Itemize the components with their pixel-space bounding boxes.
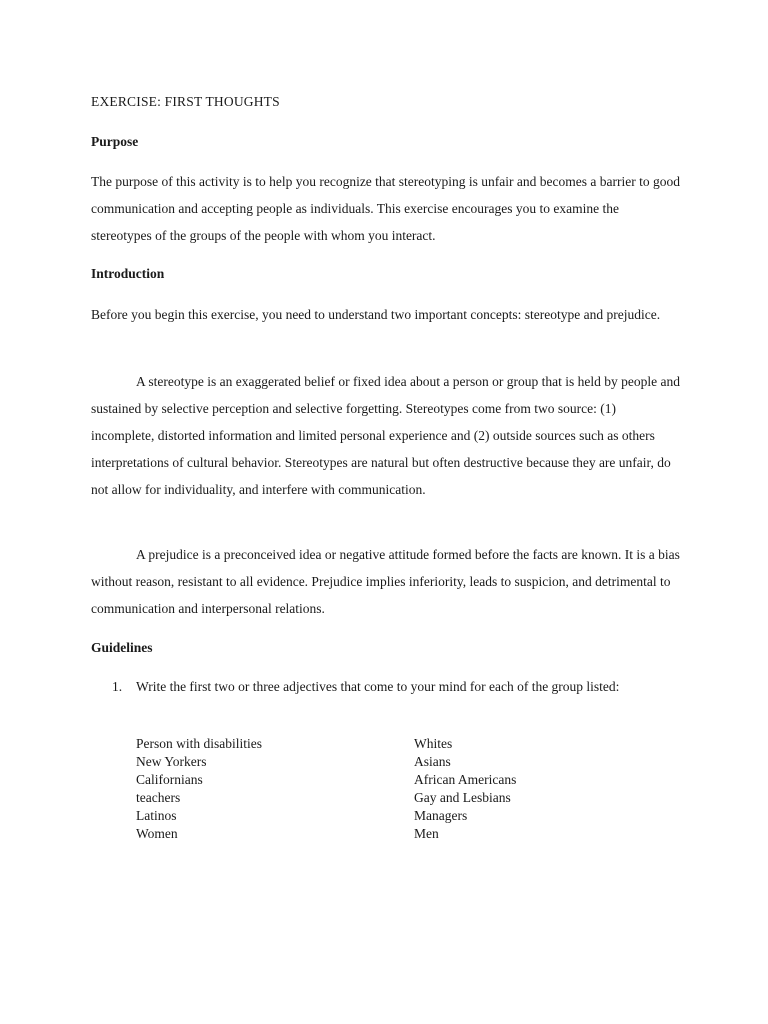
group-list-item: Person with disabilities — [136, 736, 262, 751]
purpose-heading: Purpose — [91, 134, 139, 149]
list-item-number: 1. — [112, 679, 123, 694]
group-list-right-column — [414, 735, 516, 843]
group-list-item: New Yorkers — [136, 754, 207, 769]
group-list-item: Asians — [414, 754, 451, 769]
group-list-item: teachers — [136, 790, 181, 805]
introduction-paragraph-1: Before you begin this exercise, you need to understand two important concepts: stereotype and prejudice. — [91, 307, 661, 322]
prejudice-definition-paragraph: A prejudice is a preconceived idea or negative attitude formed before the facts are known. It is a bias without reason, resistant to all evidence. Prejudice implies inferiority, leads to suspicion, and detrimental to communication and interpersonal relations. — [91, 547, 680, 616]
stereotype-definition-paragraph: A stereotype is an exaggerated belief or fixed idea about a person or group that is held by people and sustained by selective perception and selective forgetting. Stereotypes come from two source: (1) incomplete, distorted information and limited personal experience and (2) outside sources such as others interpretations of cultural behavior. Stereotypes are natural but often destructive because they are unfair, do not allow for individuality, and interfere with communication. — [91, 374, 680, 497]
guidelines-heading: Guidelines — [91, 640, 153, 655]
document-page — [91, 0, 691, 1024]
group-list-item: Latinos — [136, 808, 177, 823]
document-title: EXERCISE: FIRST THOUGHTS — [91, 94, 280, 109]
group-list-item: Whites — [414, 736, 453, 751]
group-list-left-column — [136, 735, 262, 843]
group-list-item: Women — [136, 826, 178, 841]
purpose-paragraph: The purpose of this activity is to help you recognize that stereotyping is unfair and becomes a barrier to good communication and accepting people as individuals. This exercise encourages you to examine the stereotypes of the groups of the people with whom you interact. — [91, 174, 680, 243]
group-list-item: Californians — [136, 772, 203, 787]
introduction-heading: Introduction — [91, 266, 165, 281]
group-list-item: African Americans — [414, 772, 517, 787]
list-item-text: Write the first two or three adjectives that come to your mind for each of the group listed: — [136, 679, 620, 694]
group-list-item: Gay and Lesbians — [414, 790, 511, 805]
group-list-item: Men — [414, 826, 439, 841]
group-list-item: Managers — [414, 808, 468, 823]
